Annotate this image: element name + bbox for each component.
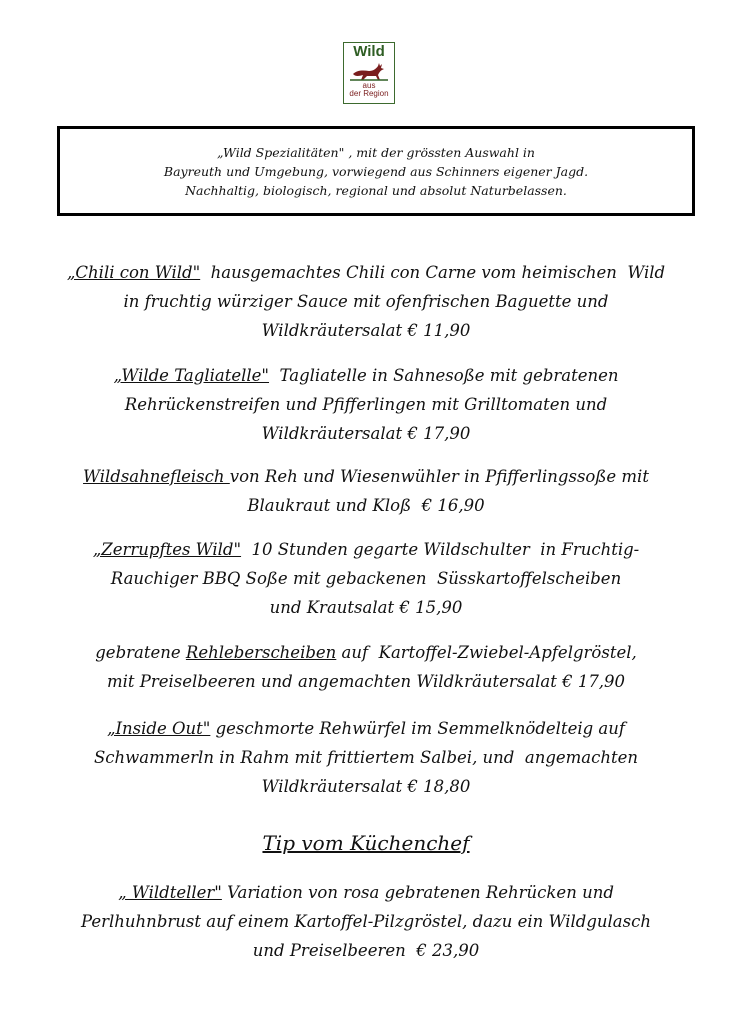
dish-price-line: Wildkräutersalat € 11,90 (261, 321, 471, 340)
dish-text: Tagliatelle in Sahnesoße mit gebratenen (269, 366, 619, 385)
dish-name: Rehleberscheiben (185, 643, 337, 662)
menu-item-wilde-tagliatelle (20, 361, 712, 448)
intro-line: Nachhaltig, biologisch, regional und absolut Naturbelassen. (185, 182, 567, 198)
dish-price-line: mit Preiselbeeren und angemachten Wildkräutersalat € 17,90 (106, 672, 626, 691)
logo-word: Wild (353, 43, 385, 60)
intro-line: Bayreuth und Umgebung, vorwiegend aus Schinners eigener Jagd. (163, 163, 589, 179)
dish-price-line: Blaukraut und Kloß € 16,90 (247, 496, 485, 515)
dish-price-line: und Krautsalat € 15,90 (269, 598, 463, 617)
menu-item-zerrupftes-wild (20, 535, 712, 622)
dish-name: „ Wildteller" (118, 883, 222, 902)
menu-item-wildteller (20, 878, 712, 965)
dish-text: Variation von rosa gebratenen Rehrücken und (221, 883, 614, 902)
menu-item-chili-con-wild (20, 258, 712, 345)
dish-name: „Wilde Tagliatelle" (113, 366, 270, 385)
dish-text: auf Kartoffel-Zwiebel-Apfelgröstel, (336, 643, 637, 662)
dish-text: Rehrückenstreifen und Pfifferlingen mit Grilltomaten und (124, 395, 608, 414)
dish-text: gebratene (95, 643, 186, 662)
dish-text: Schwammerln in Rahm mit frittiertem Salbei, und angemachten (93, 748, 639, 767)
menu-item-inside-out (20, 714, 712, 801)
dish-name: „Zerrupftes Wild" (92, 540, 242, 559)
dish-price-line: Wildkräutersalat € 17,90 (261, 424, 471, 443)
deer-icon (347, 60, 391, 82)
dish-text: Perlhuhnbrust auf einem Kartoffel-Pilzgröstel, dazu ein Wildgulasch (81, 912, 651, 931)
dish-text: hausgemachtes Chili con Carne vom heimischen Wild (200, 263, 666, 282)
intro-box (57, 126, 695, 216)
dish-text: geschmorte Rehwürfel im Semmelknödelteig auf (210, 719, 626, 738)
dish-name: „Chili con Wild" (66, 263, 201, 282)
tip-heading: Tip vom Küchenchef (262, 831, 470, 855)
dish-text: von Reh und Wiesenwühler in Pfifferlingssoße mit (229, 467, 649, 486)
dish-name: Wildsahnefleisch (83, 467, 230, 486)
menu-item-rehleberscheiben (20, 638, 712, 696)
dish-text: in fruchtig würziger Sauce mit ofenfrischen Baguette und (123, 292, 609, 311)
dish-price-line: Wildkräutersalat € 18,80 (261, 777, 471, 796)
wild-aus-der-region-logo (343, 42, 395, 104)
dish-name: „Inside Out" (106, 719, 211, 738)
dish-text: 10 Stunden gegarte Wildschulter in Fruchtig- (241, 540, 640, 559)
intro-line: „Wild Spezialitäten" , mit der grössten Auswahl in (217, 144, 535, 160)
menu-item-wildsahnefleisch (20, 462, 712, 520)
dish-price-line: und Preiselbeeren € 23,90 (252, 941, 480, 960)
logo-sub-line-2: der Region (349, 89, 389, 98)
logo-sub-line-1: aus (362, 81, 376, 90)
dish-text: Rauchiger BBQ Soße mit gebackenen Süsskartoffelscheiben (110, 569, 622, 588)
